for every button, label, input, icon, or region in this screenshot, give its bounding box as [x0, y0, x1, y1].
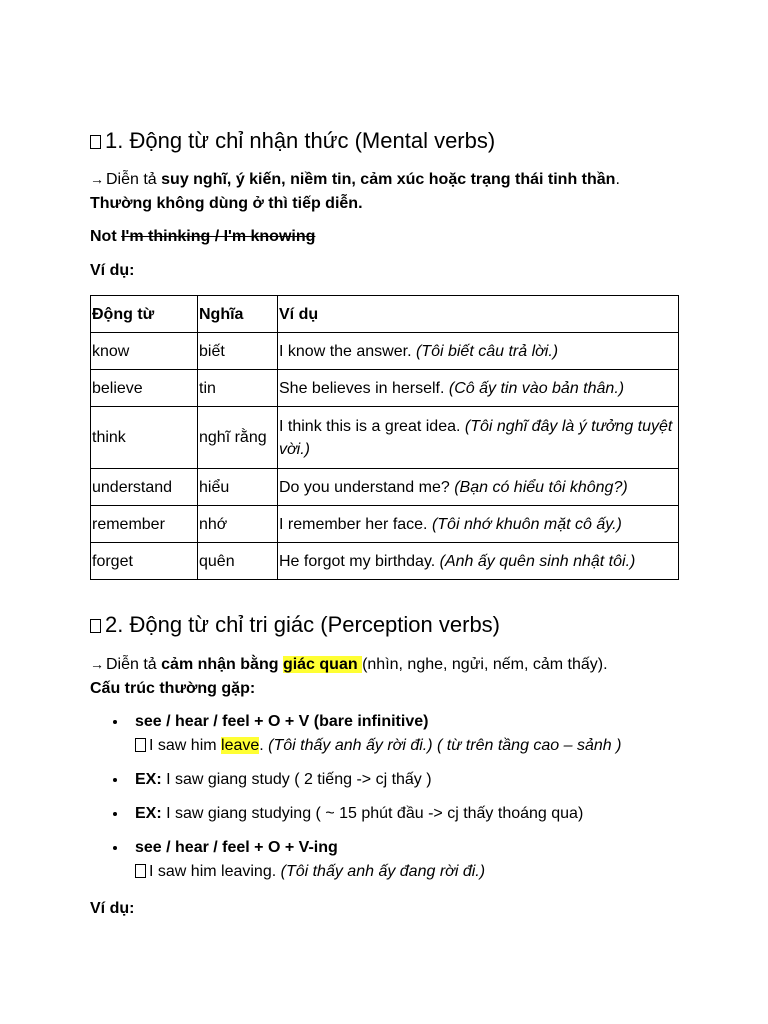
cell-example — [278, 469, 679, 506]
table-header-row — [91, 296, 679, 333]
cell-example — [278, 370, 679, 407]
translation-text: (Cô ấy tin vào bản thân.) — [448, 379, 625, 397]
section-2-description — [90, 652, 690, 701]
example-text: I think this is a great idea. — [279, 417, 465, 435]
desc-bold: suy nghĩ, ý kiến, niềm tin, cảm xúc hoặc trạng thái tinh thần — [161, 171, 616, 188]
missing-glyph-icon — [90, 619, 101, 633]
struck-example: I'm thinking / I'm knowing — [121, 228, 316, 245]
section-1-description — [90, 167, 690, 216]
translation-text: (Bạn có hiểu tôi không?) — [454, 478, 628, 496]
example-label-1 — [90, 259, 134, 283]
desc-highlight: giác quan — [282, 656, 363, 673]
example-text: Do you understand me? — [279, 478, 455, 496]
table-row — [91, 407, 679, 469]
structure-label: Cấu trúc thường gặp: — [90, 680, 256, 697]
example-punct: . — [259, 737, 269, 754]
structure-formula: see / hear / feel + O + V-ing — [135, 839, 338, 856]
arrow-right-icon: → — [90, 171, 104, 187]
desc-bold: cảm nhận bằng — [161, 656, 283, 673]
cell-meaning: nghĩ rằng — [198, 407, 278, 469]
not-label: Not — [90, 228, 122, 245]
ex-label: EX: — [135, 771, 162, 788]
table-row — [91, 543, 679, 580]
cell-example — [278, 333, 679, 370]
structure-list — [90, 710, 690, 884]
desc-suffix: . — [615, 171, 620, 188]
example-text: I remember her face. — [279, 515, 432, 533]
mental-verbs-table — [90, 295, 679, 580]
ex-text: I saw giang study ( 2 tiếng -> cj thấy ) — [161, 771, 432, 788]
highlighted-word: leave — [221, 737, 260, 754]
cell-meaning: quên — [198, 543, 278, 580]
list-item — [90, 768, 690, 792]
table-row — [91, 333, 679, 370]
example-label-text: Ví dụ: — [90, 262, 135, 279]
section-1-heading — [90, 127, 495, 155]
ex-text: I saw giang studying ( ~ 15 phút đầu -> cj thấy thoáng qua) — [161, 805, 584, 822]
cell-meaning: hiểu — [198, 469, 278, 506]
section-2-title: 2. Động từ chỉ tri giác (Perception verbs) — [105, 612, 501, 637]
structure-formula: see / hear / feel + O + V (bare infinitive) — [135, 713, 429, 730]
cell-verb: think — [91, 407, 198, 469]
header-meaning: Nghĩa — [198, 296, 278, 333]
section-2-heading — [90, 611, 500, 639]
example-text: I know the answer. — [279, 342, 416, 360]
example-label-text: Ví dụ: — [90, 900, 135, 917]
header-example: Ví dụ — [278, 296, 679, 333]
desc-suffix: (nhìn, nghe, ngửi, nếm, cảm thấy). — [362, 656, 608, 673]
arrow-right-icon: → — [90, 656, 104, 672]
cell-example — [278, 506, 679, 543]
cell-meaning: biết — [198, 333, 278, 370]
list-item — [90, 710, 690, 758]
translation-text: (Tôi thấy anh ấy đang rời đi.) — [280, 863, 486, 880]
example-text: She believes in herself. — [279, 379, 449, 397]
missing-glyph-icon — [135, 738, 146, 752]
desc-prefix: Diễn tả — [106, 171, 162, 188]
cell-meaning: tin — [198, 370, 278, 407]
cell-verb: believe — [91, 370, 198, 407]
translation-text: (Tôi biết câu trả lời.) — [415, 342, 559, 360]
cell-verb: remember — [91, 506, 198, 543]
desc-prefix: Diễn tả — [106, 656, 162, 673]
translation-text: (Tôi nhớ khuôn mặt cô ấy.) — [431, 515, 622, 533]
translation-text: (Tôi nghĩ đây là ý tưởng tuyệt vời.) — [279, 417, 673, 458]
cell-verb: forget — [91, 543, 198, 580]
section-1-title: 1. Động từ chỉ nhận thức (Mental verbs) — [105, 128, 496, 153]
table-row — [91, 469, 679, 506]
cell-verb: know — [91, 333, 198, 370]
example-text: I saw him leaving. — [149, 863, 281, 880]
cell-meaning: nhớ — [198, 506, 278, 543]
desc-line-2: Thường không dùng ở thì tiếp diễn. — [90, 195, 363, 212]
cell-example — [278, 543, 679, 580]
ex-label: EX: — [135, 805, 162, 822]
not-line — [90, 225, 315, 249]
translation-text: (Anh ấy quên sinh nhật tôi.) — [439, 552, 636, 570]
table-row — [91, 370, 679, 407]
header-verb: Động từ — [91, 296, 198, 333]
table-row — [91, 506, 679, 543]
missing-glyph-icon — [90, 135, 101, 149]
cell-verb: understand — [91, 469, 198, 506]
missing-glyph-icon — [135, 864, 146, 878]
cell-example — [278, 407, 679, 469]
list-item — [90, 802, 690, 826]
example-text: He forgot my birthday. — [279, 552, 440, 570]
example-label-2 — [90, 897, 134, 921]
example-text: I saw him — [149, 737, 222, 754]
list-item — [90, 836, 690, 884]
translation-text: (Tôi thấy anh ấy rời đi.) ( từ trên tầng cao – sảnh ) — [268, 737, 622, 754]
